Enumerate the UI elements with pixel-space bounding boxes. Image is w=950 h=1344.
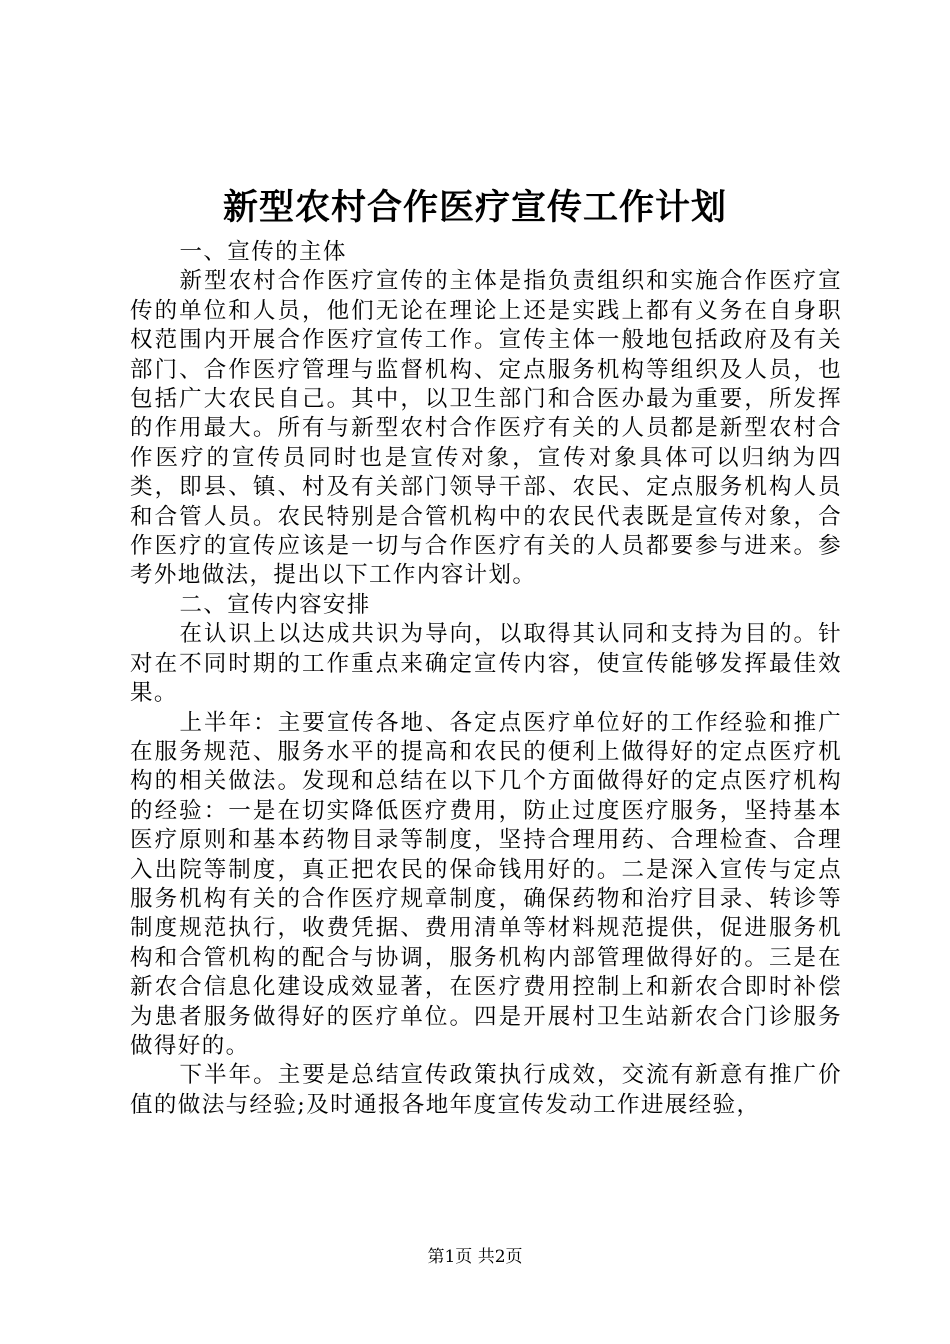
document-body — [130, 238, 842, 1120]
section-heading-content: 二、宣传内容安排 — [179, 591, 371, 618]
document-title: 新型农村合作医疗宣传工作计划 — [222, 187, 727, 228]
paragraph-subject: 新型农村合作医疗宣传的主体是指负责组织和实施合作医疗宣传的单位和人员，他们无论在理论上还是实践上都有义务在自身职权范围内开展合作医疗宣传工作。宣传主体一般地包括政府及有关部门、合作医疗管理与监督机构、定点服务机构等组织及人员，也包括广大农民自己。其中，以卫生部门和合医办最为重要，所发挥的作用最大。所有与新型农村合作医疗有关的人员都是新型农村合作医疗的宣传员同时也是宣传对象，宣传对象具体可以归纳为四类，即县、镇、村及有关部门领导干部、农民、定点服务机构人员和合管人员。农民特别是合管机构中的农民代表既是宣传对象，合作医疗的宣传应该是一切与合作医疗有关的人员都要参与进来。参考外地做法，提出以下工作内容计划。 — [130, 268, 842, 589]
paragraph-second-half: 下半年。主要是总结宣传政策执行成效，交流有新意有推广价值的做法与经验;及时通报各地年度宣传发动工作进展经验， — [130, 1062, 842, 1118]
paragraph-first-half: 上半年：主要宣传各地、各定点医疗单位好的工作经验和推广在服务规范、服务水平的提高和农民的便利上做得好的定点医疗机构的相关做法。发现和总结在以下几个方面做得好的定点医疗机构的经验：一是在切实降低医疗费用，防止过度医疗服务，坚持基本医疗原则和基本药物目录等制度，坚持合理用药、合理检查、合理入出院等制度，真正把农民的保命钱用好的。二是深入宣传与定点服务机构有关的合作医疗规章制度，确保药物和治疗目录、转诊等制度规范执行，收费凭据、费用清单等材料规范提供，促进服务机构和合管机构的配合与协调，服务机构内部管理做得好的。三是在新农合信息化建设成效显著，在医疗费用控制上和新农合即时补偿为患者服务做得好的医疗单位。四是开展村卫生站新农合门诊服务做得好的。 — [130, 709, 842, 1059]
page-footer: 第1页 共2页 — [427, 1247, 523, 1267]
section-heading-subject: 一、宣传的主体 — [179, 239, 347, 265]
paragraph-content-intro: 在认识上以达成共识为导向，以取得其认同和支持为目的。针对在不同时期的工作重点来确定宣传内容，使宣传能够发挥最佳效果。 — [130, 621, 842, 707]
